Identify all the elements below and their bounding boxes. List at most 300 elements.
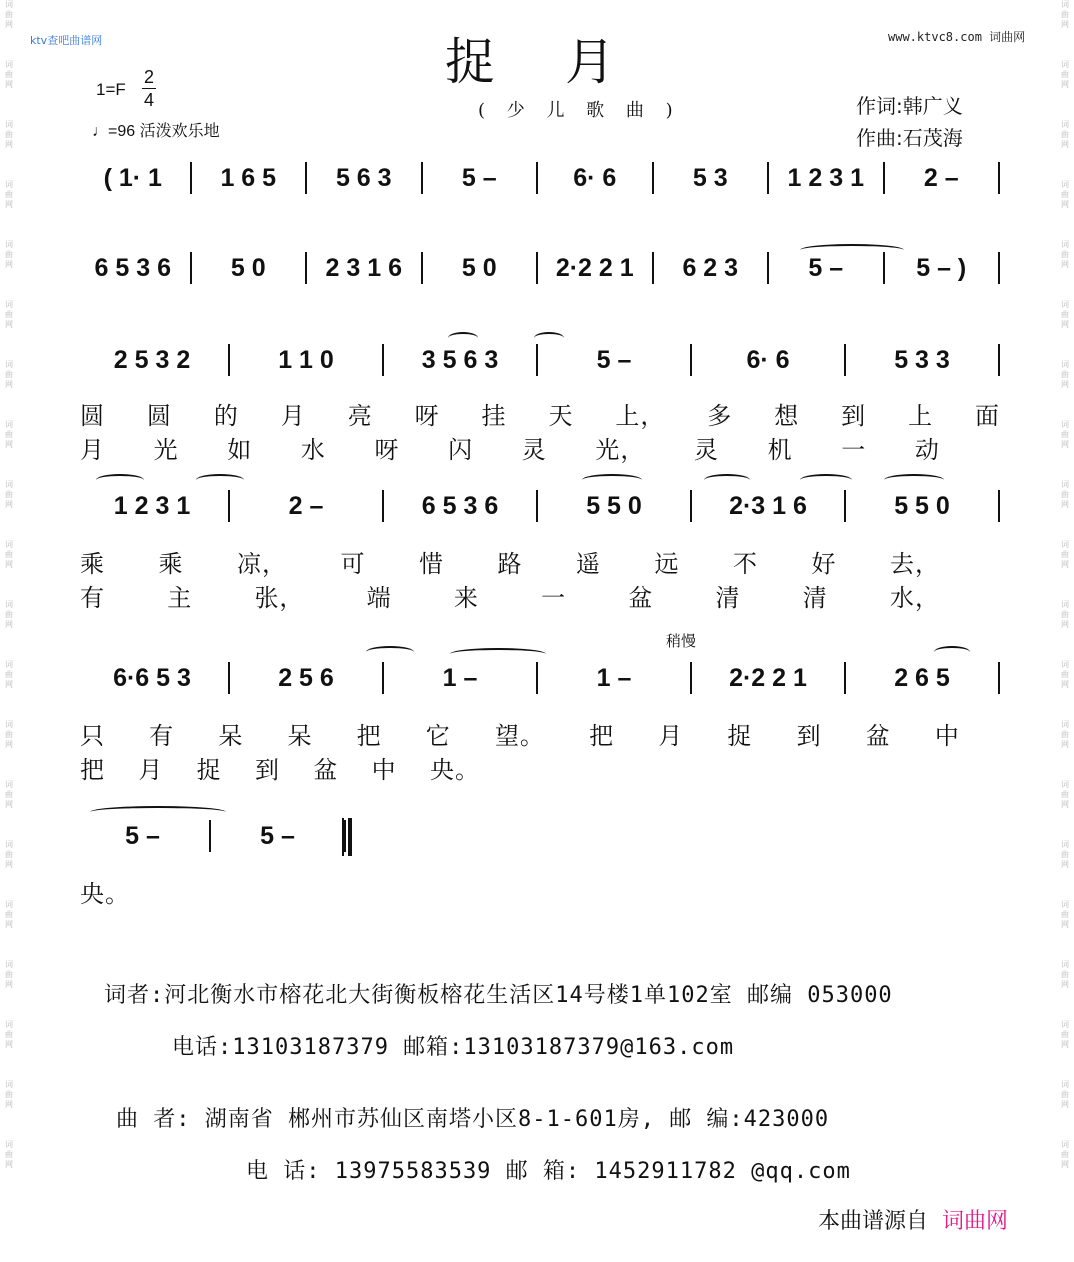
watermark-glyph: 词 — [5, 1140, 13, 1149]
watermark-group — [5, 60, 13, 90]
score-row-6 — [76, 818, 346, 854]
lyric-char: 想 — [774, 402, 800, 430]
lyric-char: 端 — [366, 584, 392, 612]
watermark-glyph: 网 — [5, 680, 13, 689]
watermark-glyph: 网 — [5, 200, 13, 209]
lyric-char: 一 — [541, 584, 567, 612]
watermark-glyph: 网 — [1061, 1160, 1069, 1169]
watermark-glyph: 词 — [5, 300, 13, 309]
measure: 5 6 3 — [335, 163, 392, 192]
watermark-group — [5, 1080, 13, 1110]
lyric-char: 可 — [340, 550, 366, 578]
key-signature: 1=F — [96, 80, 126, 99]
watermark-group — [1061, 180, 1069, 210]
measure: 3 5 6 3 — [421, 345, 499, 374]
slur — [448, 332, 478, 344]
watermark-glyph: 词 — [1061, 300, 1069, 309]
watermark-glyph: 网 — [5, 380, 13, 389]
lyric-char: 远 — [654, 550, 680, 578]
measure: 1 6 5 — [220, 163, 277, 192]
lyric-char: 捉 — [196, 756, 222, 784]
watermark-glyph: 网 — [5, 440, 13, 449]
watermark-glyph: 网 — [5, 980, 13, 989]
watermark-group — [5, 120, 13, 150]
watermark-glyph: 网 — [5, 80, 13, 89]
lyrics-verse2-line2 — [80, 578, 940, 613]
slur — [196, 474, 244, 486]
lyric-char: 到 — [796, 722, 822, 750]
score-row-1 — [76, 160, 1000, 196]
lyric-char: 月 — [280, 402, 306, 430]
lyric-char: 中 — [371, 756, 397, 784]
watermark-glyph: 网 — [1061, 1040, 1069, 1049]
slur — [582, 474, 642, 486]
watermark-glyph: 词 — [5, 960, 13, 969]
watermark-glyph: 曲 — [5, 1090, 13, 1099]
lyrics-verse2-line3 — [80, 750, 480, 785]
measure: ( 1· 1 — [103, 163, 162, 192]
lyric-char: 望。 — [494, 722, 545, 750]
watermark-glyph: 词 — [5, 540, 13, 549]
lyric-char: 主 — [167, 584, 193, 612]
watermark-glyph: 网 — [1061, 200, 1069, 209]
measure: 5 – ) — [916, 253, 967, 282]
watermark-glyph: 词 — [1061, 660, 1069, 669]
watermark-glyph: 词 — [1061, 480, 1069, 489]
measure: 2·3 1 6 — [729, 491, 807, 520]
watermark-glyph: 词 — [1061, 60, 1069, 69]
measure: 1 – — [596, 663, 632, 692]
watermark-group — [1061, 1140, 1069, 1170]
measure: 2·2 2 1 — [555, 253, 634, 282]
measure: 5 – — [461, 163, 497, 192]
watermark-glyph: 网 — [1061, 860, 1069, 869]
watermark-glyph: 曲 — [5, 1030, 13, 1039]
tempo-marking: ♩=96 活泼欢乐地 — [92, 123, 220, 140]
lyric-char: 清 — [802, 584, 828, 612]
time-signature — [142, 66, 156, 111]
slur — [534, 332, 564, 344]
watermark-glyph: 词 — [5, 720, 13, 729]
watermark-glyph: 词 — [5, 240, 13, 249]
measure: 2 5 6 — [278, 663, 334, 692]
barline — [998, 344, 1000, 376]
watermark-group — [5, 900, 13, 930]
lyric-char: 遥 — [576, 550, 601, 578]
composer-phone: 电 话: 13975583539 邮 箱: 1452911782 @qq.com — [246, 1159, 851, 1184]
watermark-group — [1061, 420, 1069, 450]
lyric-char: 呆 — [218, 722, 244, 750]
watermark-glyph: 曲 — [1061, 970, 1069, 979]
lyric-char: 有 — [80, 584, 105, 612]
watermark-glyph: 词 — [5, 840, 13, 849]
watermark-glyph: 网 — [1061, 680, 1069, 689]
lyric-char: 凉， — [237, 550, 287, 578]
watermark-glyph: 词 — [5, 120, 13, 129]
measure: 2 – — [923, 163, 959, 192]
slur — [90, 806, 226, 818]
watermark-glyph: 词 — [5, 420, 13, 429]
lyric-char: 一 — [841, 436, 867, 464]
watermark-glyph: 词 — [1061, 1020, 1069, 1029]
lyrics-verse2-line1 — [80, 430, 940, 465]
watermark-group — [5, 420, 13, 450]
lyric-char: 上 — [908, 402, 934, 430]
watermark-glyph: 词 — [1061, 120, 1069, 129]
lyric-char: 呆 — [287, 722, 313, 750]
lyric-char: 挂 — [481, 402, 507, 430]
measure: 5 5 0 — [894, 491, 950, 520]
lyric-char: 光， — [595, 436, 646, 464]
watermark-glyph: 网 — [1061, 500, 1069, 509]
measure: 2·2 2 1 — [729, 663, 807, 692]
right-watermark — [1056, 0, 1074, 1262]
lyric-char: 盆 — [313, 756, 339, 784]
measure: 5 3 3 — [894, 345, 950, 374]
measure: 1 2 3 1 — [787, 163, 864, 192]
watermark-glyph: 词 — [1061, 240, 1069, 249]
lyric-char: 呀 — [414, 402, 440, 430]
watermark-glyph: 网 — [1061, 320, 1069, 329]
measure: 2 3 1 6 — [325, 253, 402, 282]
watermark-glyph: 词 — [5, 1020, 13, 1029]
watermark-glyph: 网 — [5, 140, 13, 149]
watermark-glyph: 网 — [1061, 20, 1069, 29]
watermark-glyph: 网 — [1061, 920, 1069, 929]
measure: 6· 6 — [573, 163, 617, 192]
lyric-char: 面 — [974, 402, 1000, 430]
watermark-glyph: 词 — [1061, 540, 1069, 549]
watermark-group — [5, 600, 13, 630]
lyric-char: 来 — [453, 584, 479, 612]
watermark-glyph: 曲 — [5, 490, 13, 499]
lyric-char: 机 — [767, 436, 793, 464]
watermark-glyph: 曲 — [1061, 610, 1069, 619]
watermark-glyph: 曲 — [5, 730, 13, 739]
lyric-char: 上， — [615, 402, 666, 430]
song-subtitle: ( 少 儿 歌 曲 ) — [478, 100, 681, 121]
watermark-group — [1061, 1080, 1069, 1110]
song-title: 捉月 — [445, 33, 685, 91]
watermark-glyph: 曲 — [5, 430, 13, 439]
watermark-group — [1061, 360, 1069, 390]
barline — [998, 252, 1000, 284]
watermark-glyph: 网 — [1061, 800, 1069, 809]
watermark-glyph: 曲 — [1061, 490, 1069, 499]
watermark-glyph: 网 — [1061, 560, 1069, 569]
watermark-group — [5, 960, 13, 990]
watermark-glyph: 网 — [1061, 260, 1069, 269]
watermark-glyph: 曲 — [5, 370, 13, 379]
watermark-glyph: 网 — [1061, 80, 1069, 89]
score-row-5 — [76, 660, 1000, 696]
watermark-glyph: 网 — [1061, 440, 1069, 449]
watermark-glyph: 网 — [1061, 620, 1069, 629]
lyric-char: 灵 — [521, 436, 547, 464]
lyric-char: 到 — [841, 402, 867, 430]
watermark-glyph: 曲 — [5, 850, 13, 859]
lyrics-verse1-line2 — [80, 544, 940, 579]
slur — [96, 474, 144, 486]
watermark-glyph: 曲 — [5, 790, 13, 799]
watermark-group — [5, 780, 13, 810]
lyric-char: 央。 — [429, 756, 480, 784]
watermark-glyph: 词 — [1061, 960, 1069, 969]
watermark-group — [1061, 540, 1069, 570]
measure: 5 – — [596, 345, 632, 374]
barline — [998, 490, 1000, 522]
watermark-group — [1061, 480, 1069, 510]
lyric-char: 灵 — [694, 436, 719, 464]
watermark-glyph: 词 — [5, 360, 13, 369]
watermark-glyph: 词 — [1061, 720, 1069, 729]
watermark-group — [1061, 600, 1069, 630]
watermark-glyph: 网 — [1061, 140, 1069, 149]
watermark-glyph: 曲 — [1061, 130, 1069, 139]
lyric-char: 多 — [707, 402, 733, 430]
measure: 5 0 — [461, 253, 497, 282]
watermark-group — [5, 480, 13, 510]
slur — [366, 646, 414, 658]
watermark-group — [1061, 0, 1069, 30]
watermark-glyph: 词 — [5, 780, 13, 789]
lyric-char: 把 — [589, 722, 615, 750]
watermark-group — [1061, 1020, 1069, 1050]
watermark-glyph: 曲 — [5, 670, 13, 679]
lyric-char: 捉 — [727, 722, 753, 750]
slur — [800, 244, 904, 256]
lyric-char: 闪 — [448, 436, 474, 464]
lyrics-verse1-line1 — [80, 396, 1000, 431]
lyric-char: 路 — [497, 550, 523, 578]
time-signature-bottom: 4 — [143, 90, 154, 110]
lyric-char: 不 — [733, 550, 758, 578]
watermark-glyph: 词 — [1061, 780, 1069, 789]
lyric-char: 圆 — [80, 402, 105, 430]
watermark-glyph: 词 — [1061, 0, 1069, 9]
watermark-glyph: 词 — [1061, 360, 1069, 369]
watermark-group — [1061, 300, 1069, 330]
watermark-glyph: 网 — [5, 560, 13, 569]
site-label-right: www.ktvc8.com 词曲网 — [888, 30, 1026, 44]
watermark-glyph: 词 — [5, 600, 13, 609]
watermark-group — [5, 360, 13, 390]
lyric-char: 它 — [425, 722, 451, 750]
watermark-glyph: 网 — [5, 620, 13, 629]
watermark-glyph: 曲 — [1061, 1090, 1069, 1099]
score-row-4 — [76, 488, 1000, 524]
watermark-glyph: 网 — [1061, 980, 1069, 989]
watermark-glyph: 曲 — [1061, 790, 1069, 799]
watermark-group — [1061, 900, 1069, 930]
left-watermark — [0, 0, 18, 1262]
watermark-glyph: 曲 — [1061, 10, 1069, 19]
lyric-char: 月 — [658, 722, 684, 750]
watermark-glyph: 曲 — [1061, 850, 1069, 859]
lyric-char: 的 — [213, 402, 239, 430]
measure: 6·6 5 3 — [113, 663, 191, 692]
watermark-glyph: 曲 — [1061, 910, 1069, 919]
lyric-char: 把 — [356, 722, 382, 750]
lyric-char: 乘 — [80, 550, 105, 578]
watermark-glyph: 曲 — [5, 310, 13, 319]
watermark-group — [1061, 960, 1069, 990]
watermark-glyph: 词 — [5, 0, 13, 9]
watermark-glyph: 曲 — [1061, 1030, 1069, 1039]
watermark-group — [5, 1140, 13, 1170]
watermark-glyph: 词 — [5, 480, 13, 489]
measure: 5 – — [125, 821, 160, 850]
lyric-char: 动 — [914, 436, 940, 464]
lyric-char: 乘 — [158, 550, 184, 578]
composer-address: 曲 者: 湖南省 郴州市苏仙区南塔小区8-1-601房, 邮 编:423000 — [116, 1107, 830, 1132]
watermark-glyph: 词 — [1061, 900, 1069, 909]
source-label: 本曲谱源自 — [818, 1209, 929, 1234]
slur — [934, 646, 970, 658]
watermark-glyph: 网 — [5, 1100, 13, 1109]
lyric-char: 亮 — [347, 402, 373, 430]
lyricist-address: 词者:河北衡水市榕花北大街衡板榕花生活区14号楼1单102室 邮编 053000 — [104, 983, 893, 1008]
watermark-group — [5, 540, 13, 570]
watermark-glyph: 曲 — [5, 1150, 13, 1159]
watermark-glyph: 网 — [5, 1160, 13, 1169]
lyric-char: 好 — [811, 550, 837, 578]
lyric-char: 天 — [548, 402, 574, 430]
measure: 2 5 3 2 — [113, 345, 191, 374]
lyric-char: 把 — [80, 756, 105, 784]
lyric-char: 呀 — [374, 436, 400, 464]
watermark-glyph: 网 — [5, 20, 13, 29]
watermark-group — [1061, 60, 1069, 90]
watermark-group — [5, 240, 13, 270]
slur — [450, 648, 546, 660]
watermark-glyph: 曲 — [5, 10, 13, 19]
watermark-group — [5, 1020, 13, 1050]
lyric-char: 张， — [254, 584, 305, 612]
watermark-glyph: 词 — [5, 660, 13, 669]
watermark-glyph: 词 — [1061, 840, 1069, 849]
measure: 1 1 0 — [278, 345, 334, 374]
watermark-glyph: 曲 — [5, 250, 13, 259]
watermark-glyph: 词 — [1061, 180, 1069, 189]
watermark-glyph: 曲 — [1061, 190, 1069, 199]
measure: 2 6 5 — [894, 663, 950, 692]
lyricist-phone: 电话:13103187379 邮箱:13103187379@163.com — [172, 1035, 735, 1060]
watermark-group — [1061, 720, 1069, 750]
lyric-char: 光 — [153, 436, 179, 464]
watermark-group — [5, 300, 13, 330]
lyric-char: 有 — [149, 722, 175, 750]
lyric-char: 月 — [138, 756, 164, 784]
watermark-glyph: 词 — [1061, 1140, 1069, 1149]
measure: 5 – — [808, 253, 844, 282]
lyrics-line4: 央。 — [80, 880, 130, 908]
site-label-left: ktv查吧曲谱网 — [30, 34, 103, 47]
watermark-glyph: 曲 — [1061, 310, 1069, 319]
watermark-group — [5, 840, 13, 870]
measure: 5 0 — [230, 253, 266, 282]
watermark-group — [5, 0, 13, 30]
watermark-glyph: 曲 — [1061, 370, 1069, 379]
watermark-group — [5, 180, 13, 210]
barline — [998, 662, 1000, 694]
watermark-glyph: 词 — [1061, 600, 1069, 609]
lyric-char: 圆 — [146, 402, 172, 430]
watermark-glyph: 网 — [5, 800, 13, 809]
watermark-glyph: 曲 — [5, 910, 13, 919]
slur — [884, 474, 944, 486]
measure: 6 5 3 6 — [94, 253, 171, 282]
watermark-glyph: 网 — [5, 860, 13, 869]
watermark-glyph: 网 — [1061, 380, 1069, 389]
lyric-char: 到 — [254, 756, 280, 784]
lyric-char: 水， — [889, 584, 940, 612]
watermark-glyph: 网 — [5, 920, 13, 929]
watermark-glyph: 网 — [5, 260, 13, 269]
lyric-char: 只 — [80, 722, 105, 750]
lyric-char: 盆 — [628, 584, 654, 612]
watermark-group — [1061, 780, 1069, 810]
watermark-group — [1061, 660, 1069, 690]
score-row-3 — [76, 342, 1000, 378]
watermark-glyph: 词 — [1061, 1080, 1069, 1089]
lyric-char: 惜 — [419, 550, 444, 578]
lyric-char: 去， — [890, 550, 940, 578]
lyrics-verse1-line3 — [80, 716, 960, 751]
watermark-glyph: 曲 — [1061, 550, 1069, 559]
watermark-glyph: 曲 — [5, 130, 13, 139]
time-signature-top: 2 — [143, 67, 154, 87]
watermark-group — [1061, 120, 1069, 150]
watermark-glyph: 曲 — [1061, 670, 1069, 679]
watermark-glyph: 曲 — [1061, 730, 1069, 739]
watermark-glyph: 词 — [5, 180, 13, 189]
slur — [800, 474, 852, 486]
source-note — [818, 1204, 1008, 1235]
slur — [704, 474, 750, 486]
lyric-char: 水 — [300, 436, 326, 464]
measure: 6 5 3 6 — [421, 491, 499, 520]
watermark-glyph: 曲 — [5, 190, 13, 199]
watermark-glyph: 网 — [5, 500, 13, 509]
watermark-group — [5, 720, 13, 750]
lyric-char: 清 — [715, 584, 741, 612]
watermark-glyph: 曲 — [1061, 70, 1069, 79]
lyric-char: 月 — [80, 436, 105, 464]
watermark-glyph: 网 — [1061, 1100, 1069, 1109]
watermark-glyph: 曲 — [1061, 1150, 1069, 1159]
measure: 1 – — [442, 663, 478, 692]
measure: 6· 6 — [746, 345, 790, 374]
source-brand-link[interactable]: 词曲网 — [942, 1209, 1009, 1234]
measure: 6 2 3 — [682, 253, 739, 282]
lyric-char: 中 — [934, 722, 960, 750]
watermark-glyph: 词 — [5, 1080, 13, 1089]
watermark-group — [1061, 840, 1069, 870]
watermark-glyph: 曲 — [5, 70, 13, 79]
watermark-glyph: 词 — [5, 900, 13, 909]
watermark-glyph: 曲 — [1061, 250, 1069, 259]
composer-credit: 作曲:石茂海 — [856, 126, 963, 150]
measure: 2 – — [288, 491, 324, 520]
watermark-glyph: 网 — [1061, 740, 1069, 749]
lyric-char: 如 — [227, 436, 253, 464]
watermark-glyph: 曲 — [1061, 430, 1069, 439]
lyricist-credit: 作词:韩广义 — [856, 94, 963, 118]
measure: 1 2 3 1 — [113, 491, 191, 520]
lyric-char: 盆 — [865, 722, 891, 750]
watermark-glyph: 曲 — [5, 610, 13, 619]
